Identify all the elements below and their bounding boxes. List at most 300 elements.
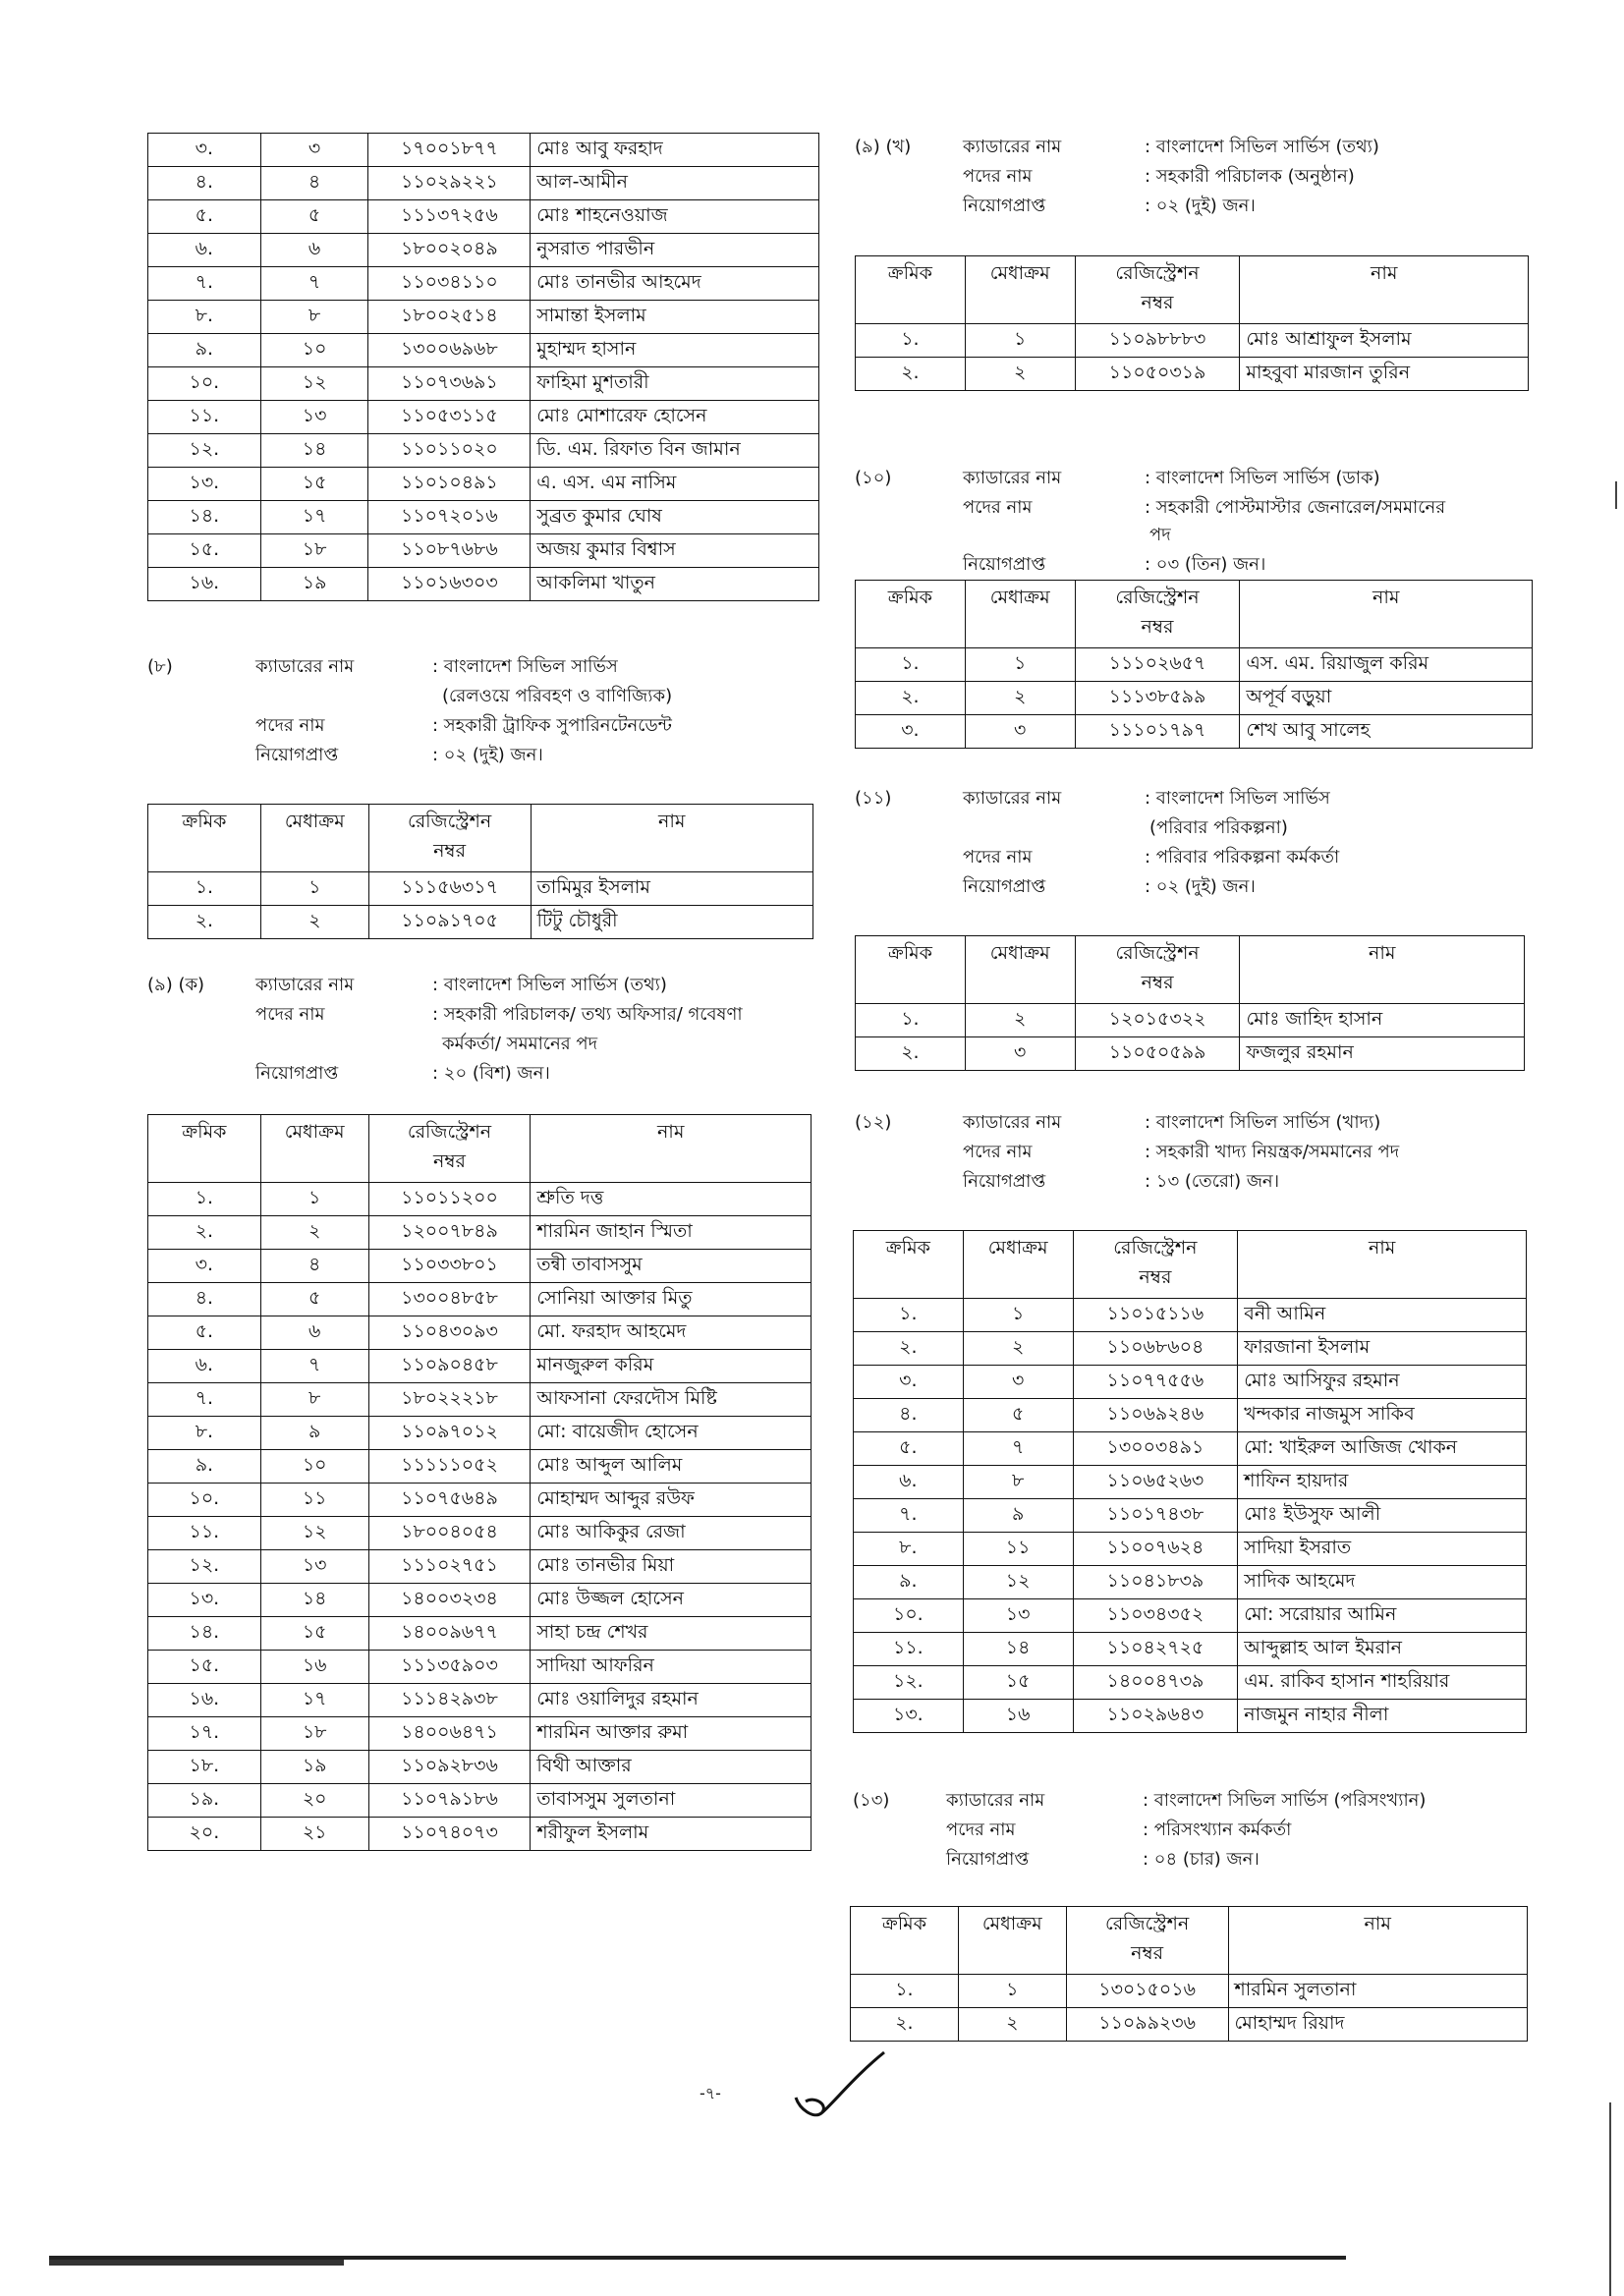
registration-cell: ১১১০২৭৫১ bbox=[368, 1550, 531, 1584]
serial-cell: ১৩. bbox=[148, 1584, 261, 1617]
name-cell: বনী আমিন bbox=[1238, 1299, 1527, 1332]
registration-cell: ১১০৯৭০১২ bbox=[368, 1417, 531, 1450]
section-10-info bbox=[855, 464, 1542, 575]
registration-cell: ১১০৯২৮৩৬ bbox=[368, 1751, 531, 1784]
post-label: পদের নাম bbox=[963, 166, 1033, 187]
serial-cell: ৫. bbox=[854, 1432, 964, 1466]
post-label: পদের নাম bbox=[963, 497, 1033, 518]
merit-cell: ১ bbox=[965, 324, 1075, 358]
registration-cell: ১৮০২২২১৮ bbox=[368, 1383, 531, 1417]
merit-cell: ২ bbox=[260, 906, 368, 939]
name-cell: মোহাম্মদ রিয়াদ bbox=[1228, 2008, 1527, 2042]
table-row bbox=[148, 872, 813, 906]
header-registration bbox=[1066, 1907, 1228, 1975]
merit-cell: ১ bbox=[965, 648, 1075, 682]
header-name: নাম bbox=[1238, 1231, 1527, 1299]
name-cell: আফসানা ফেরদৌস মিষ্টি bbox=[531, 1383, 812, 1417]
registration-cell: ১১০৯৯২৩৬ bbox=[1066, 2008, 1228, 2042]
registration-cell: ১১০০৭৬২৪ bbox=[1073, 1533, 1238, 1566]
table-row bbox=[148, 1818, 812, 1851]
table-row bbox=[148, 1350, 812, 1383]
serial-cell: ৫. bbox=[148, 200, 261, 234]
name-cell: মোঃ মোশারেফ হোসেন bbox=[531, 401, 819, 434]
appointed-count: : ০২ (দুই) জন। bbox=[432, 745, 543, 765]
name-cell: মোঃ তানভীর আহমেদ bbox=[531, 267, 819, 301]
table-row bbox=[148, 568, 819, 601]
header-registration-line2: নম্বর bbox=[1131, 1942, 1164, 1964]
registration-cell: ১১০৭২০১৬ bbox=[368, 501, 531, 534]
table-section-11 bbox=[855, 935, 1525, 1071]
name-cell: ডি. এম. রিফাত বিন জামান bbox=[531, 434, 819, 468]
table-row bbox=[148, 134, 819, 167]
name-cell: সাদিক আহমেদ bbox=[1238, 1566, 1527, 1599]
table-row bbox=[148, 1216, 812, 1250]
name-cell: অজয় কুমার বিশ্বাস bbox=[531, 534, 819, 568]
serial-cell: ১১. bbox=[148, 401, 261, 434]
table-header-row bbox=[148, 805, 813, 872]
table-row bbox=[148, 1450, 812, 1484]
table-row bbox=[856, 1037, 1525, 1071]
serial-cell: ৯. bbox=[148, 1450, 261, 1484]
name-cell: নাজমুন নাহার নীলা bbox=[1238, 1700, 1527, 1733]
table-row bbox=[854, 1533, 1527, 1566]
name-cell: ফারজানা ইসলাম bbox=[1238, 1332, 1527, 1366]
name-cell: খন্দকার নাজমুস সাকিব bbox=[1238, 1399, 1527, 1432]
merit-cell: ১৫ bbox=[260, 468, 368, 501]
registration-cell: ১১১৪২৯৩৮ bbox=[368, 1684, 531, 1717]
header-merit: মেধাক্রম bbox=[958, 1907, 1066, 1975]
name-cell: মোঃ আবু ফরহাদ bbox=[531, 134, 819, 167]
name-cell: অপূর্ব বড়ুয়া bbox=[1240, 682, 1533, 715]
scan-edge-right-lower bbox=[1609, 2102, 1611, 2296]
registration-cell: ১১১০১৭৯৭ bbox=[1075, 715, 1240, 749]
cadre-label: ক্যাডারের নাম bbox=[255, 975, 355, 995]
serial-cell: ৪. bbox=[148, 167, 261, 200]
header-serial: ক্রমিক bbox=[851, 1907, 959, 1975]
merit-cell: ৪ bbox=[260, 167, 368, 200]
cadre-label: ক্যাডারের নাম bbox=[963, 468, 1062, 488]
serial-cell: ৮. bbox=[854, 1533, 964, 1566]
merit-cell: ৭ bbox=[260, 267, 368, 301]
merit-cell: ১৪ bbox=[260, 434, 368, 468]
header-registration-line1: রেজিস্ট্রেশন bbox=[1115, 262, 1200, 284]
merit-cell: ১৩ bbox=[260, 1550, 368, 1584]
registration-cell: ১১১০২৬৫৭ bbox=[1075, 648, 1240, 682]
table-row bbox=[148, 906, 813, 939]
registration-cell: ১১০১৫১১৬ bbox=[1073, 1299, 1238, 1332]
appointed-count: : ০৪ (চার) জন। bbox=[1143, 1849, 1260, 1870]
name-cell: তাবাসসুম সুলতানা bbox=[531, 1784, 812, 1818]
header-registration-line2: নম্বর bbox=[1141, 292, 1174, 313]
merit-cell: ৭ bbox=[963, 1432, 1073, 1466]
header-name: নাম bbox=[1240, 581, 1533, 648]
registration-cell: ১১০৭৭৫৫৬ bbox=[1073, 1366, 1238, 1399]
post-label: পদের নাম bbox=[946, 1820, 1016, 1840]
registration-cell: ১২০০৭৮৪৯ bbox=[368, 1216, 531, 1250]
scan-edge-right bbox=[1615, 481, 1617, 509]
merit-cell: ১৭ bbox=[260, 1684, 368, 1717]
serial-cell: ২. bbox=[856, 358, 966, 391]
table-row bbox=[148, 1417, 812, 1450]
appointed-label: নিয়োগপ্রাপ্ত bbox=[963, 1171, 1046, 1192]
section-number: (১২) bbox=[855, 1112, 892, 1133]
serial-cell: ১৮. bbox=[148, 1751, 261, 1784]
registration-cell: ১১০৫০৫৯৯ bbox=[1075, 1037, 1240, 1071]
header-serial: ক্রমিক bbox=[856, 581, 966, 648]
table-header-row bbox=[148, 1115, 812, 1183]
name-cell: মো. ফরহাদ আহমেদ bbox=[531, 1316, 812, 1350]
merit-cell: ১৮ bbox=[260, 1717, 368, 1751]
header-name: নাম bbox=[531, 1115, 812, 1183]
serial-cell: ৮. bbox=[148, 1417, 261, 1450]
serial-cell: ১৭. bbox=[148, 1717, 261, 1751]
name-cell: মোঃ জাহিদ হাসান bbox=[1240, 1004, 1525, 1037]
registration-cell: ১২০১৫৩২২ bbox=[1075, 1004, 1240, 1037]
table-row bbox=[854, 1633, 1527, 1666]
header-serial: ক্রমিক bbox=[856, 936, 966, 1004]
header-name: নাম bbox=[531, 805, 813, 872]
serial-cell: ১. bbox=[148, 872, 261, 906]
post-value-line2: কর্মকর্তা/ সমমানের পদ bbox=[442, 1034, 598, 1054]
post-label: পদের নাম bbox=[255, 715, 325, 736]
section-number: (১১) bbox=[855, 788, 892, 809]
header-registration bbox=[368, 1115, 531, 1183]
serial-cell: ৩. bbox=[148, 1250, 261, 1283]
merit-cell: ১৪ bbox=[260, 1584, 368, 1617]
name-cell: এ. এস. এম নাসিম bbox=[531, 468, 819, 501]
serial-cell: ৭. bbox=[854, 1499, 964, 1533]
registration-cell: ১১১৩৫৯০৩ bbox=[368, 1651, 531, 1684]
section-8-info bbox=[147, 652, 835, 770]
header-name: নাম bbox=[1240, 936, 1525, 1004]
table-section-10 bbox=[855, 580, 1533, 749]
serial-cell: ১৫. bbox=[148, 534, 261, 568]
merit-cell: ১২ bbox=[260, 1517, 368, 1550]
name-cell: শারমিন আক্তার রুমা bbox=[531, 1717, 812, 1751]
merit-cell: ১৭ bbox=[260, 501, 368, 534]
table-row bbox=[148, 334, 819, 367]
name-cell: সুব্রত কুমার ঘোষ bbox=[531, 501, 819, 534]
merit-cell: ১১ bbox=[260, 1484, 368, 1517]
header-registration bbox=[1075, 256, 1240, 324]
merit-cell: ১৪ bbox=[963, 1633, 1073, 1666]
merit-cell: ১ bbox=[963, 1299, 1073, 1332]
table-row bbox=[851, 2008, 1528, 2042]
serial-cell: ৯. bbox=[148, 334, 261, 367]
serial-cell: ১৪. bbox=[148, 501, 261, 534]
post-value: : পরিসংখ্যান কর্মকর্তা bbox=[1143, 1820, 1292, 1840]
name-cell: সাদিয়া আফরিন bbox=[531, 1651, 812, 1684]
merit-cell: ১০ bbox=[260, 334, 368, 367]
scan-edge-bar-thick bbox=[49, 2260, 344, 2266]
table-row bbox=[854, 1666, 1527, 1700]
merit-cell: ৯ bbox=[963, 1499, 1073, 1533]
name-cell: নুসরাত পারভীন bbox=[531, 234, 819, 267]
serial-cell: ২. bbox=[851, 2008, 959, 2042]
name-cell: শরীফুল ইসলাম bbox=[531, 1818, 812, 1851]
name-cell: মো: সরোয়ার আমিন bbox=[1238, 1599, 1527, 1633]
name-cell: মোঃ আব্দুল আলিম bbox=[531, 1450, 812, 1484]
table-row bbox=[856, 648, 1533, 682]
merit-cell: ১৩ bbox=[963, 1599, 1073, 1633]
serial-cell: ১০. bbox=[854, 1599, 964, 1633]
name-cell: মোঃ উজ্জল হোসেন bbox=[531, 1584, 812, 1617]
table-section-12 bbox=[853, 1230, 1527, 1733]
table-row bbox=[148, 1651, 812, 1684]
registration-cell: ১৪০০৯৬৭৭ bbox=[368, 1617, 531, 1651]
merit-cell: ২ bbox=[260, 1216, 368, 1250]
header-registration-line1: রেজিস্ট্রেশন bbox=[1115, 587, 1200, 608]
post-value: : সহকারী পরিচালক (অনুষ্ঠান) bbox=[1145, 166, 1355, 187]
name-cell: মোঃ আকিকুর রেজা bbox=[531, 1517, 812, 1550]
serial-cell: ২. bbox=[856, 1037, 966, 1071]
name-cell: মানজুরুল করিম bbox=[531, 1350, 812, 1383]
table-header-row bbox=[851, 1907, 1528, 1975]
name-cell: সামান্তা ইসলাম bbox=[531, 301, 819, 334]
registration-cell: ১১০১১০২০ bbox=[368, 434, 531, 468]
serial-cell: ৬. bbox=[148, 234, 261, 267]
registration-cell: ১১০৩৪১১০ bbox=[368, 267, 531, 301]
registration-cell: ১৪০০৪৭৩৯ bbox=[1073, 1666, 1238, 1700]
name-cell: এম. রাকিব হাসান শাহরিয়ার bbox=[1238, 1666, 1527, 1700]
appointed-count: : ০২ (দুই) জন। bbox=[1145, 196, 1256, 216]
appointed-count: : ০৩ (তিন) জন। bbox=[1145, 554, 1266, 575]
page-number: -৭- bbox=[700, 2084, 721, 2102]
serial-cell: ২. bbox=[856, 682, 966, 715]
table-row bbox=[856, 358, 1529, 391]
table-row bbox=[148, 1751, 812, 1784]
name-cell: শ্রুতি দত্ত bbox=[531, 1183, 812, 1216]
merit-cell: ৩ bbox=[963, 1366, 1073, 1399]
merit-cell: ১৮ bbox=[260, 534, 368, 568]
registration-cell: ১৮০০৪০৫৪ bbox=[368, 1517, 531, 1550]
merit-cell: ৫ bbox=[260, 1283, 368, 1316]
table-section-9b bbox=[855, 255, 1529, 391]
serial-cell: ১৩. bbox=[854, 1700, 964, 1733]
serial-cell: ৭. bbox=[148, 1383, 261, 1417]
table-row bbox=[854, 1700, 1527, 1733]
table-row bbox=[856, 1004, 1525, 1037]
serial-cell: ১. bbox=[856, 1004, 966, 1037]
table-row bbox=[854, 1366, 1527, 1399]
name-cell: শেখ আবু সালেহ bbox=[1240, 715, 1533, 749]
name-cell: শারমিন জাহান স্মিতা bbox=[531, 1216, 812, 1250]
table-section-8 bbox=[147, 804, 813, 939]
registration-cell: ১১০১১২০০ bbox=[368, 1183, 531, 1216]
table-row bbox=[148, 367, 819, 401]
registration-cell: ১১০৫৩১১৫ bbox=[368, 401, 531, 434]
header-registration-line1: রেজিস্ট্রেশন bbox=[407, 811, 492, 832]
merit-cell: ২১ bbox=[260, 1818, 368, 1851]
section-number: (১০) bbox=[855, 468, 892, 488]
registration-cell: ১১০৯০৪৫৮ bbox=[368, 1350, 531, 1383]
header-registration bbox=[1075, 581, 1240, 648]
merit-cell: ২ bbox=[963, 1332, 1073, 1366]
serial-cell: ১০. bbox=[148, 367, 261, 401]
table-row bbox=[148, 1717, 812, 1751]
header-registration-line2: নম্বর bbox=[1141, 972, 1174, 993]
merit-cell: ১৬ bbox=[963, 1700, 1073, 1733]
table-row bbox=[854, 1599, 1527, 1633]
merit-cell: ৬ bbox=[260, 1316, 368, 1350]
name-cell: মোঃ ইউসুফ আলী bbox=[1238, 1499, 1527, 1533]
serial-cell: ১. bbox=[148, 1183, 261, 1216]
registration-cell: ১৮০০২০৪৯ bbox=[368, 234, 531, 267]
serial-cell: ৩. bbox=[148, 134, 261, 167]
table-row bbox=[854, 1432, 1527, 1466]
registration-cell: ১১১৩৭২৫৬ bbox=[368, 200, 531, 234]
table-header-row bbox=[856, 256, 1529, 324]
table-section-13 bbox=[850, 1906, 1528, 2042]
header-registration-line2: নম্বর bbox=[432, 1150, 466, 1172]
name-cell: আকলিমা খাতুন bbox=[531, 568, 819, 601]
header-registration bbox=[1073, 1231, 1238, 1299]
appointed-label: নিয়োগপ্রাপ্ত bbox=[963, 554, 1046, 575]
header-registration-line1: রেজিস্ট্রেশন bbox=[1115, 942, 1200, 964]
table-row bbox=[148, 1283, 812, 1316]
cadre-value-line2: (রেলওয়ে পরিবহণ ও বাণিজ্যিক) bbox=[442, 686, 673, 706]
merit-cell: ৬ bbox=[260, 234, 368, 267]
name-cell: ফজলুর রহমান bbox=[1240, 1037, 1525, 1071]
table-row bbox=[856, 682, 1533, 715]
table-row bbox=[856, 324, 1529, 358]
table-row bbox=[148, 501, 819, 534]
merit-cell: ৮ bbox=[963, 1466, 1073, 1499]
name-cell: শারমিন সুলতানা bbox=[1228, 1975, 1527, 2008]
name-cell: টিটু চৌধুরী bbox=[531, 906, 813, 939]
name-cell: সাদিয়া ইসরাত bbox=[1238, 1533, 1527, 1566]
table-row bbox=[854, 1399, 1527, 1432]
serial-cell: ১. bbox=[851, 1975, 959, 2008]
header-serial: ক্রমিক bbox=[148, 1115, 261, 1183]
merit-cell: ১২ bbox=[963, 1566, 1073, 1599]
serial-cell: ১২. bbox=[854, 1666, 964, 1700]
table-row bbox=[148, 534, 819, 568]
registration-cell: ১১০৬৮৬০৪ bbox=[1073, 1332, 1238, 1366]
registration-cell: ১৪০০৬৪৭১ bbox=[368, 1717, 531, 1751]
serial-cell: ১. bbox=[854, 1299, 964, 1332]
cadre-value: : বাংলাদেশ সিভিল সার্ভিস (পরিসংখ্যান) bbox=[1143, 1790, 1427, 1811]
name-cell: এস. এম. রিয়াজুল করিম bbox=[1240, 648, 1533, 682]
name-cell: শাফিন হায়দার bbox=[1238, 1466, 1527, 1499]
registration-cell: ১১০৬৯২৪৬ bbox=[1073, 1399, 1238, 1432]
header-registration bbox=[368, 805, 531, 872]
table-row bbox=[854, 1466, 1527, 1499]
cadre-label: ক্যাডারের নাম bbox=[963, 788, 1062, 809]
appointed-count: : ১৩ (তেরো) জন। bbox=[1145, 1171, 1280, 1192]
merit-cell: ৭ bbox=[260, 1350, 368, 1383]
table-row bbox=[148, 1584, 812, 1617]
merit-cell: ১৬ bbox=[260, 1651, 368, 1684]
table-row bbox=[148, 434, 819, 468]
merit-cell: ৫ bbox=[260, 200, 368, 234]
serial-cell: ৭. bbox=[148, 267, 261, 301]
serial-cell: ২. bbox=[148, 906, 261, 939]
registration-cell: ১৩০০৬৯৬৮ bbox=[368, 334, 531, 367]
serial-cell: ১৪. bbox=[148, 1617, 261, 1651]
section-13-info bbox=[853, 1786, 1540, 1879]
table-row bbox=[148, 1316, 812, 1350]
serial-cell: ১৬. bbox=[148, 1684, 261, 1717]
serial-cell: ২০. bbox=[148, 1818, 261, 1851]
merit-cell: ৩ bbox=[965, 1037, 1075, 1071]
name-cell: মোঃ আসিফুর রহমান bbox=[1238, 1366, 1527, 1399]
serial-cell: ৪. bbox=[148, 1283, 261, 1316]
table-row bbox=[148, 167, 819, 200]
header-registration-line2: নম্বর bbox=[433, 840, 467, 862]
name-cell: তামিমুর ইসলাম bbox=[531, 872, 813, 906]
cadre-label: ক্যাডারের নাম bbox=[963, 137, 1062, 157]
header-registration-line1: রেজিস্ট্রেশন bbox=[1113, 1237, 1198, 1259]
merit-cell: ১৯ bbox=[260, 568, 368, 601]
table-row bbox=[148, 1617, 812, 1651]
registration-cell: ১৮০০২৫১৪ bbox=[368, 301, 531, 334]
cadre-value: : বাংলাদেশ সিভিল সার্ভিস (ডাক) bbox=[1145, 468, 1380, 488]
table-section-9a bbox=[147, 1114, 812, 1851]
section-9b-info bbox=[855, 133, 1542, 226]
cadre-value-line2: (পরিবার পরিকল্পনা) bbox=[1149, 817, 1288, 838]
name-cell: মুহাম্মদ হাসান bbox=[531, 334, 819, 367]
merit-cell: ২ bbox=[958, 2008, 1066, 2042]
merit-cell: ১ bbox=[260, 1183, 368, 1216]
table-row bbox=[148, 1550, 812, 1584]
table-row bbox=[148, 200, 819, 234]
table-row bbox=[854, 1299, 1527, 1332]
cadre-value: : বাংলাদেশ সিভিল সার্ভিস (তথ্য) bbox=[432, 975, 667, 995]
post-value: : সহকারী খাদ্য নিয়ন্ত্রক/সমমানের পদ bbox=[1145, 1142, 1400, 1162]
table-row bbox=[148, 1784, 812, 1818]
table-row bbox=[148, 1250, 812, 1283]
table-row bbox=[148, 301, 819, 334]
registration-cell: ১১০৪৩০৯৩ bbox=[368, 1316, 531, 1350]
section-9a-info bbox=[147, 971, 835, 1089]
merit-cell: ৯ bbox=[260, 1417, 368, 1450]
registration-cell: ১১১৩৮৫৯৯ bbox=[1075, 682, 1240, 715]
table-row bbox=[148, 1383, 812, 1417]
serial-cell: ১. bbox=[856, 648, 966, 682]
table-header-row bbox=[856, 936, 1525, 1004]
name-cell: মোঃ তানভীর মিয়া bbox=[531, 1550, 812, 1584]
serial-cell: ১১. bbox=[148, 1517, 261, 1550]
section-11-info bbox=[855, 784, 1542, 902]
table-row bbox=[148, 267, 819, 301]
header-merit: মেধাক্রম bbox=[965, 581, 1075, 648]
merit-cell: ১১ bbox=[963, 1533, 1073, 1566]
registration-cell: ১১০৭৪০৭৩ bbox=[368, 1818, 531, 1851]
name-cell: বিথী আক্তার bbox=[531, 1751, 812, 1784]
name-cell: আল-আমীন bbox=[531, 167, 819, 200]
header-registration-line2: নম্বর bbox=[1139, 1266, 1172, 1288]
table-row bbox=[148, 234, 819, 267]
name-cell: মোহাম্মদ আব্দুর রউফ bbox=[531, 1484, 812, 1517]
section-number: (১৩) bbox=[853, 1790, 890, 1811]
name-cell: মোঃ আশ্রাফুল ইসলাম bbox=[1240, 324, 1529, 358]
registration-cell: ১১১১১০৫২ bbox=[368, 1450, 531, 1484]
table-row bbox=[854, 1499, 1527, 1533]
table-row bbox=[854, 1332, 1527, 1366]
serial-cell: ৬. bbox=[148, 1350, 261, 1383]
registration-cell: ১৩০০৩৪৯১ bbox=[1073, 1432, 1238, 1466]
name-cell: তন্বী তাবাসসুম bbox=[531, 1250, 812, 1283]
merit-cell: ১৩ bbox=[260, 401, 368, 434]
cadre-value: : বাংলাদেশ সিভিল সার্ভিস bbox=[1145, 788, 1330, 809]
merit-cell: ১২ bbox=[260, 367, 368, 401]
serial-cell: ৬. bbox=[854, 1466, 964, 1499]
merit-cell: ১০ bbox=[260, 1450, 368, 1484]
header-name: নাম bbox=[1228, 1907, 1527, 1975]
registration-cell: ১৩০০৪৮৫৮ bbox=[368, 1283, 531, 1316]
merit-cell: ২ bbox=[965, 1004, 1075, 1037]
